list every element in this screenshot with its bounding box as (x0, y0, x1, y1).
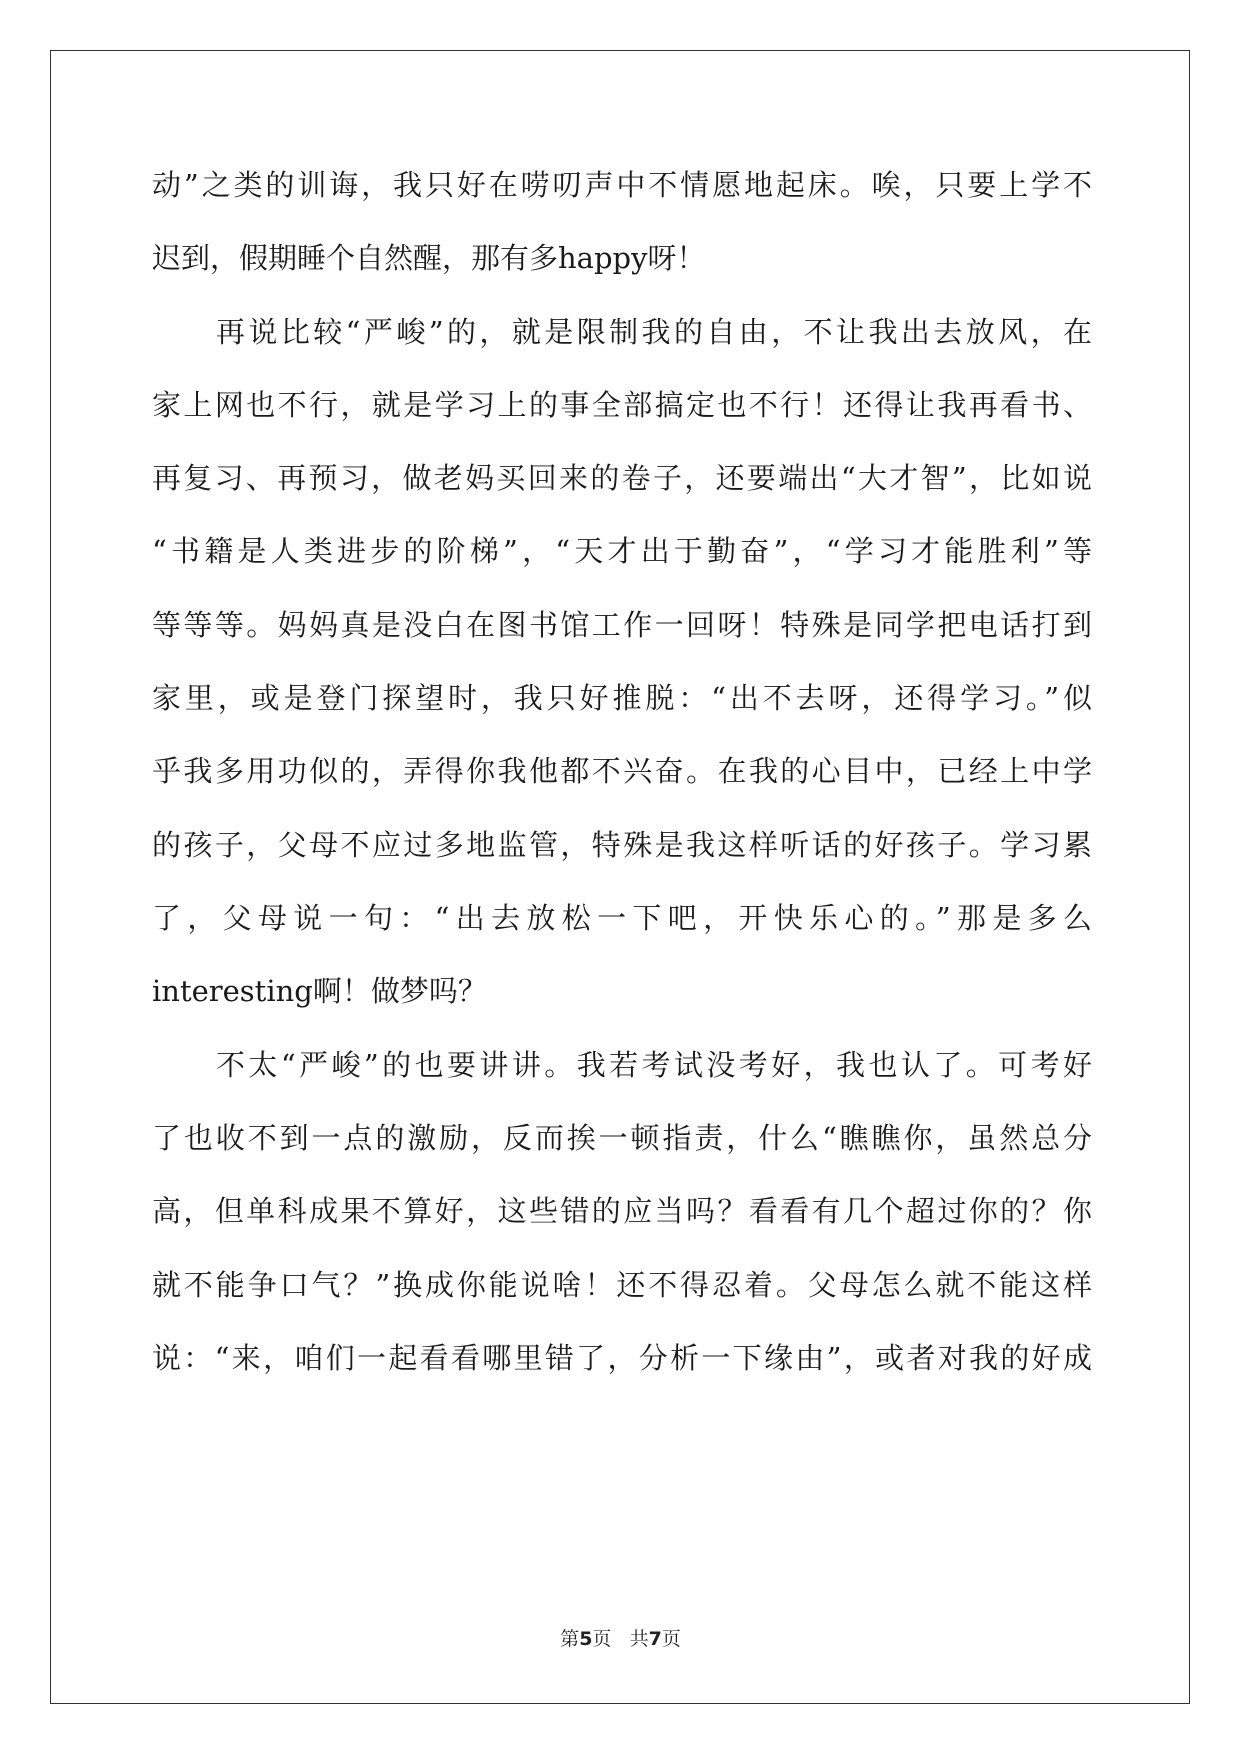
total-prefix: 共 (629, 1628, 649, 1650)
text-line: 家里，或是登门探望时，我只好推脱：“出不去呀，还得学习。”似 (152, 681, 1092, 715)
paragraph-start-line: 再说比较“严峻”的，就是限制我的自由，不让我出去放风，在 (216, 315, 1092, 349)
text-line: interesting啊！做梦吗？ (152, 974, 487, 1008)
text-line: “书籍是人类进步的阶梯”，“天才出于勤奋”，“学习才能胜利”等 (152, 534, 1092, 568)
text-line: 高，但单科成果不算好，这些错的应当吗？看看有几个超过你的？你 (152, 1194, 1092, 1228)
page-number: 5 (579, 1628, 593, 1650)
paragraph-start-line: 不太“严峻”的也要讲讲。我若考试没考好，我也认了。可考好 (216, 1048, 1092, 1082)
text-line: 再复习、再预习，做老妈买回来的卷子，还要端出“大才智”，比如说 (152, 461, 1092, 495)
text-line: 就不能争口气？”换成你能说啥！还不得忍着。父母怎么就不能这样 (152, 1268, 1092, 1302)
page-footer (0, 1627, 1241, 1651)
page-suffix: 页 (592, 1628, 612, 1650)
page-prefix: 第 (560, 1628, 580, 1650)
total-suffix: 页 (661, 1628, 681, 1650)
text-line: 的孩子，父母不应过多地监管，特殊是我这样听话的好孩子。学习累 (152, 828, 1092, 862)
text-line: 动”之类的训诲，我只好在唠叨声中不情愿地起床。唉，只要上学不 (152, 168, 1092, 202)
page-border (50, 50, 1190, 1704)
text-line: 家上网也不行，就是学习上的事全部搞定也不行！还得让我再看书、 (152, 388, 1092, 422)
text-line: 等等等。妈妈真是没白在图书馆工作一回呀！特殊是同学把电话打到 (152, 608, 1092, 642)
total-pages: 7 (648, 1628, 662, 1650)
text-line: 迟到，假期睡个自然醒，那有多happy呀！ (152, 241, 706, 275)
text-line: 说：“来，咱们一起看看哪里错了，分析一下缘由”，或者对我的好成 (152, 1341, 1092, 1375)
text-line: 了，父母说一句：“出去放松一下吧，开快乐心的。”那是多么 (152, 901, 1092, 935)
text-line: 了也收不到一点的激励，反而挨一顿指责，什么“瞧瞧你，虽然总分 (152, 1121, 1092, 1155)
text-line: 乎我多用功似的，弄得你我他都不兴奋。在我的心目中，已经上中学 (152, 754, 1092, 788)
